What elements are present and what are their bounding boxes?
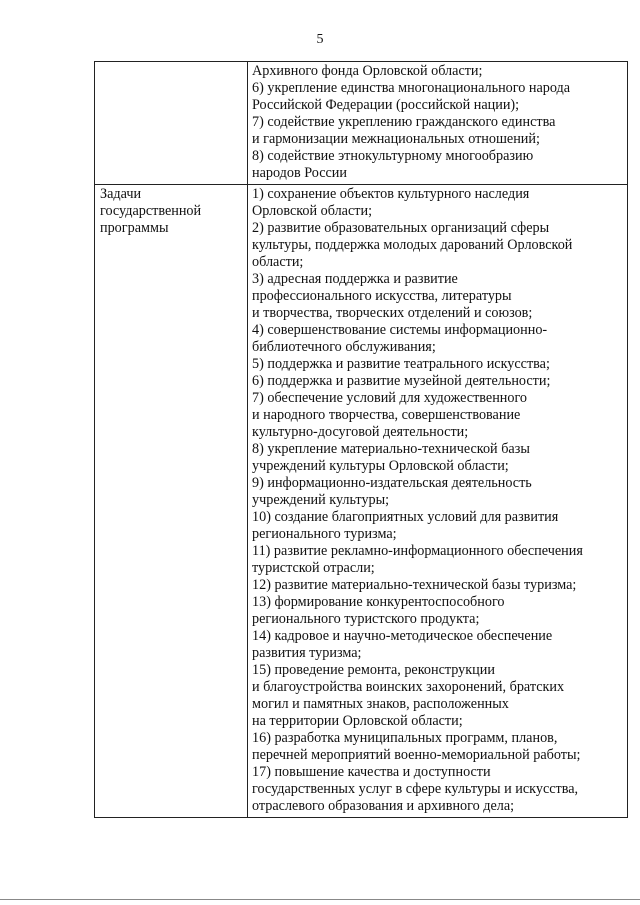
row-content-cell	[248, 62, 628, 185]
content-line: библиотечного обслуживания;	[252, 339, 436, 355]
content-line: 15) проведение ремонта, реконструкции	[252, 662, 495, 678]
content-line: 9) информационно-издательская деятельность	[252, 475, 532, 491]
content-line: Российской Федерации (российской нации);	[252, 97, 520, 113]
content-line: 2) развитие образовательных организаций сферы	[252, 220, 550, 236]
content-line: 8) укрепление материально-технической базы	[252, 441, 530, 457]
content-line: 6) укрепление единства многонационального народа	[252, 80, 571, 96]
content-line: 4) совершенствование системы информационно-	[252, 322, 548, 338]
label-line: Задачи	[100, 186, 142, 202]
row-label-cell	[95, 62, 248, 185]
content-line: и гармонизации межнациональных отношений;	[252, 131, 540, 147]
content-line: отраслевого образования и архивного дела;	[252, 798, 515, 814]
table-row	[95, 185, 628, 818]
content-line: регионального туризма;	[252, 526, 397, 542]
content-line: и творчества, творческих отделений и союзов;	[252, 305, 533, 321]
content-line: культуры, поддержка молодых дарований Орловской	[252, 237, 573, 253]
row-label-cell	[95, 185, 248, 818]
label-line: программы	[100, 220, 169, 236]
page-bottom-divider	[0, 899, 640, 900]
content-line: 6) поддержка и развитие музейной деятельности;	[252, 373, 551, 389]
page-number: 5	[316, 32, 324, 47]
content-line: 3) адресная поддержка и развитие	[252, 271, 458, 287]
content-line: культурно-досуговой деятельности;	[252, 424, 469, 440]
content-line: 7) содействие укреплению гражданского единства	[252, 114, 556, 130]
table-row	[95, 62, 628, 185]
content-line: и народного творчества, совершенствование	[252, 407, 521, 423]
content-line: 13) формирование конкурентоспособного	[252, 594, 505, 610]
program-table	[94, 61, 628, 818]
content-line: профессионального искусства, литературы	[252, 288, 512, 304]
content-line: 12) развитие материально-технической базы туризма;	[252, 577, 577, 593]
content-line: области;	[252, 254, 304, 270]
content-line: 7) обеспечение условий для художественного	[252, 390, 528, 406]
content-line: государственных услуг в сфере культуры и искусства,	[252, 781, 579, 797]
content-line: на территории Орловской области;	[252, 713, 463, 729]
content-line: развития туризма;	[252, 645, 362, 661]
content-line: 5) поддержка и развитие театрального искусства;	[252, 356, 550, 372]
content-line: 10) создание благоприятных условий для развития	[252, 509, 559, 525]
content-line: 8) содействие этнокультурному многообразию	[252, 148, 534, 164]
content-line: перечней мероприятий военно-мемориальной работы;	[252, 747, 581, 763]
content-line: 11) развитие рекламно-информационного обеспечения	[252, 543, 583, 559]
row-content-cell	[248, 185, 628, 818]
content-line: могил и памятных знаков, расположенных	[252, 696, 509, 712]
label-line: государственной	[100, 203, 202, 219]
content-line: Архивного фонда Орловской области;	[252, 63, 483, 79]
content-line: туристской отрасли;	[252, 560, 375, 576]
content-line: учреждений культуры Орловской области;	[252, 458, 509, 474]
content-line: народов России	[252, 165, 347, 181]
content-line: и благоустройства воинских захоронений, братских	[252, 679, 565, 695]
content-line: регионального туристского продукта;	[252, 611, 480, 627]
content-line: 17) повышение качества и доступности	[252, 764, 491, 780]
content-line: Орловской области;	[252, 203, 373, 219]
content-line: 1) сохранение объектов культурного наследия	[252, 186, 530, 202]
content-line: учреждений культуры;	[252, 492, 390, 508]
content-line: 16) разработка муниципальных программ, планов,	[252, 730, 558, 746]
content-line: 14) кадровое и научно-методическое обеспечение	[252, 628, 553, 644]
